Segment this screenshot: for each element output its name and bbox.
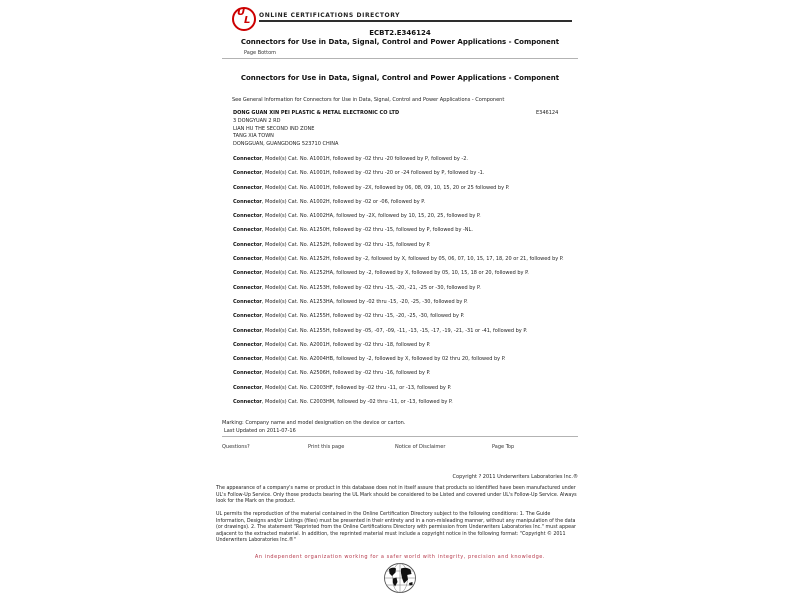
footer-divider: [222, 436, 578, 437]
model-row: [233, 328, 593, 334]
model-row: [233, 399, 593, 405]
disclaimer-link[interactable]: Notice of Disclaimer: [395, 444, 446, 450]
directory-banner-title: ONLINE CERTIFICATIONS DIRECTORY: [259, 12, 401, 19]
model-type-label: Connector: [233, 356, 262, 363]
model-description: , Model(s) Cat. No. A1253HA, followed by -02 thru -15, -20, -25, -30, followed by P.: [261, 298, 468, 305]
model-row: [233, 299, 593, 305]
model-description: , Model(s) Cat. No. A1002H, followed by -02 or -06, followed by P.: [261, 198, 426, 205]
reproduction-terms-paragraph: UL permits the reproduction of the material contained in the Online Certification Directory subject to the following conditions: 1. The Guide Information, Designs and/or Listings (files) must be presented in their entirety and in a non-misleading manner, without any manipulation of the data (or drawings). 2. The statement "Reprinted from the Online Certifications Directory with permission from Underwriters Laboratories Inc." must appear adjacent to the extracted material. In addition, the reprinted material must include a copyright notice in the following format: "Copyright © 2011 Underwriters Laboratories Inc.®": [216, 512, 577, 543]
model-row: [233, 242, 593, 248]
model-type-label: Connector: [233, 384, 262, 391]
globe-icon: [383, 562, 417, 594]
model-type-label: Connector: [233, 270, 262, 277]
see-general-information-link[interactable]: See General Information for Connectors for Use in Data, Signal, Control and Power Applications - Component: [232, 97, 505, 103]
model-description: , Model(s) Cat. No. A1002HA, followed by -2X, followed by 10, 15, 20, 25, followed by P.: [261, 213, 481, 220]
model-row: [233, 256, 593, 262]
model-row: [233, 313, 593, 319]
header-divider: [222, 58, 578, 59]
marking-note: Marking: Company name and model designation on the device or carton.: [222, 420, 406, 426]
model-description: , Model(s) Cat. No. A2004HB, followed by -2, followed by X, followed by 02 thru 20, followed by P.: [261, 356, 506, 363]
model-type-label: Connector: [233, 156, 262, 162]
model-row: [233, 385, 593, 391]
model-description: , Model(s) Cat. No. A1252HA, followed by -2, followed by X, followed by 05, 10, 15, 18 or 20, followed by P.: [261, 270, 529, 277]
address-line: 3 DONGYUAN 2 RD: [233, 118, 281, 124]
section-title: Connectors for Use in Data, Signal, Control and Power Applications - Component: [240, 74, 560, 82]
model-type-label: Connector: [233, 327, 262, 334]
page-title: Connectors for Use in Data, Signal, Control and Power Applications - Component: [240, 38, 560, 46]
model-row: [233, 156, 593, 162]
model-description: , Model(s) Cat. No. A1252H, followed by -02 thru -15, followed by P.: [261, 241, 431, 248]
company-name: DONG GUAN XIN PEI PLASTIC & METAL ELECTRONIC CO LTD: [233, 110, 400, 116]
model-row: [233, 356, 593, 362]
model-type-label: Connector: [233, 184, 262, 191]
model-row: [233, 170, 593, 176]
model-type-label: Connector: [233, 370, 262, 377]
page-bottom-link[interactable]: Page Bottom: [244, 50, 277, 56]
model-type-label: Connector: [233, 198, 262, 205]
model-description: , Model(s) Cat. No. A2506H, followed by -02 thru -16, followed by P.: [261, 370, 431, 377]
copyright-line: Copyright ? 2011 Underwriters Laboratories Inc.®: [452, 474, 578, 480]
model-description: , Model(s) Cat. No. A1001H, followed by -2X, followed by 06, 08, 09, 10, 15, 20 or 25 followed by P.: [261, 184, 510, 191]
model-type-label: Connector: [233, 313, 262, 320]
model-type-label: Connector: [233, 298, 262, 305]
page-links-row: [222, 444, 578, 452]
model-row: [233, 342, 593, 348]
model-type-label: Connector: [233, 284, 262, 291]
model-description: , Model(s) Cat. No. A1252H, followed by -2, followed by X, followed by 05, 06, 07, 10, 15, 17, 18, 20 or 21, followed by P.: [261, 256, 564, 263]
ul-tagline: An independent organization working for a safer world with integrity, precision and knowledge.: [254, 554, 546, 560]
model-row: [233, 185, 593, 191]
company-address: [233, 118, 338, 148]
address-line: TANG XIA TOWN: [233, 133, 274, 139]
model-description: , Model(s) Cat. No. A1253H, followed by -02 thru -15, -20, -21, -25 or -30, followed by P.: [261, 284, 481, 291]
ul-file-number: E346124: [536, 110, 559, 116]
model-type-label: Connector: [233, 399, 262, 406]
model-row: [233, 370, 593, 376]
model-row: [233, 213, 593, 219]
model-type-label: Connector: [233, 341, 262, 348]
model-type-label: Connector: [233, 241, 262, 248]
page-top-link[interactable]: Page Top: [492, 444, 515, 450]
ul-logo-icon: [232, 7, 256, 31]
model-description: , Model(s) Cat. No. C2003HF, followed by -02 thru -11, or -13, followed by P.: [261, 384, 452, 391]
address-line: DONGGUAN, GUANGDONG 523710 CHINA: [233, 140, 339, 147]
model-description: , Model(s) Cat. No. A1001H, followed by -02 thru -20 followed by P, followed by -2.: [261, 156, 468, 162]
model-row: [233, 270, 593, 276]
model-description: , Model(s) Cat. No. A1001H, followed by -02 thru -20 or -24 followed by P, followed by -1.: [261, 170, 485, 177]
address-line: LIAN HU THE SECOND IND ZONE: [233, 125, 315, 132]
model-description: , Model(s) Cat. No. A1250H, followed by -02 thru -15, followed by P, followed by -NL.: [261, 227, 473, 234]
model-description: , Model(s) Cat. No. A1255H, followed by -02 thru -15, -20, -25, -30, followed by P.: [261, 313, 465, 320]
model-type-label: Connector: [233, 256, 262, 263]
ul-logo-letter-u: U: [237, 7, 246, 18]
model-type-label: Connector: [233, 227, 262, 234]
print-page-link[interactable]: Print this page: [308, 444, 345, 450]
certification-code: ECBT2.E346124: [369, 29, 431, 37]
model-type-label: Connector: [233, 213, 262, 220]
last-updated: Last Updated on 2011-07-16: [224, 428, 296, 434]
model-list: [233, 156, 593, 413]
model-description: , Model(s) Cat. No. C2003HM, followed by -02 thru -11, or -13, followed by P.: [261, 399, 453, 406]
model-row: [233, 199, 593, 205]
ul-logo-letter-l: L: [244, 15, 251, 26]
model-description: , Model(s) Cat. No. A2001H, followed by -02 thru -18, followed by P.: [261, 341, 431, 348]
model-row: [233, 285, 593, 291]
model-description: , Model(s) Cat. No. A1255H, followed by -05, -07, -09, -11, -13, -15, -17, -19, -21, -31 or -41, followed by P.: [261, 327, 528, 334]
questions-link[interactable]: Questions?: [222, 444, 250, 450]
banner-underline: [259, 20, 572, 22]
model-type-label: Connector: [233, 170, 262, 177]
disclaimer-paragraph: The appearance of a company's name or product in this database does not in itself assure that products so identified have been manufactured under UL's Follow-Up Service. Only those products bearing the UL Mark should be considered to be Listed and covered under UL's Follow-Up Service. Always look for the Mark on the product.: [216, 486, 577, 504]
model-row: [233, 227, 593, 233]
